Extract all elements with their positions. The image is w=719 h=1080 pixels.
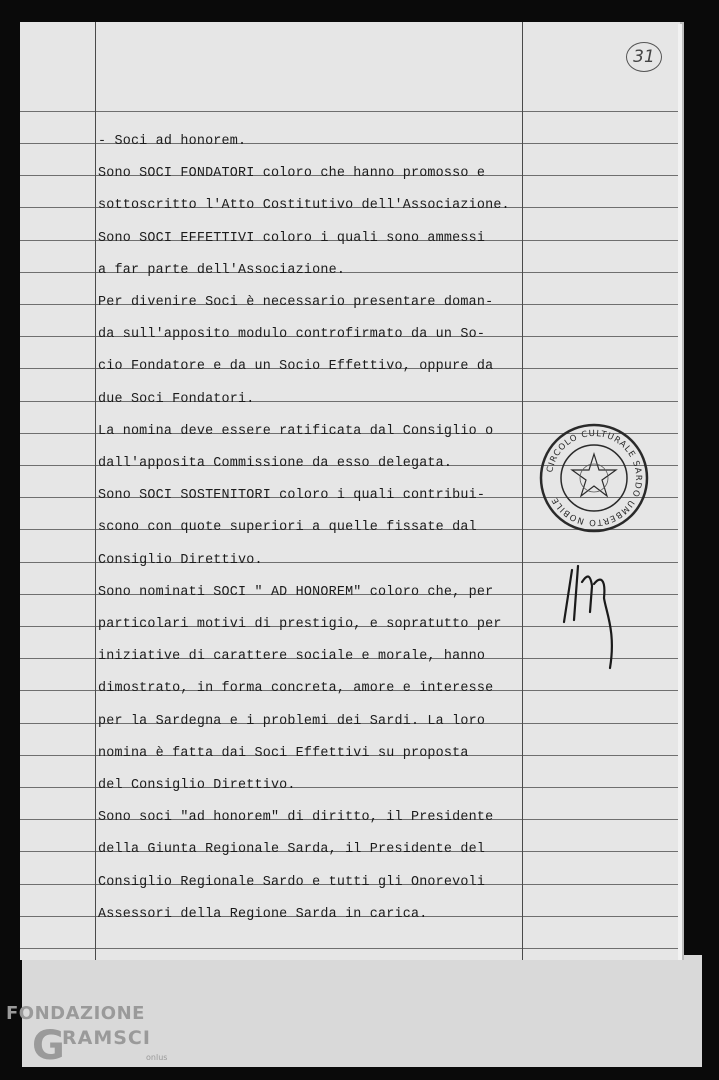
- text-line: per la Sardegna e i problemi dei Sardi. La loro: [98, 713, 486, 729]
- text-line: Consiglio Regionale Sardo e tutti gli Onorevoli: [98, 874, 486, 890]
- text-line: cio Fondatore e da un Socio Effettivo, oppure da: [98, 359, 494, 375]
- text-line: a far parte dell'Associazione.: [98, 262, 346, 278]
- ruled-line: [20, 111, 680, 112]
- document-page: [20, 22, 680, 960]
- watermark-onlus: onlus: [146, 1053, 168, 1062]
- text-line: iniziative di carattere sociale e morale, hanno: [98, 649, 486, 665]
- text-line: due Soci Fondatori.: [98, 391, 255, 407]
- text-line: Assessori della Regione Sarda in carica.: [98, 906, 428, 922]
- text-line: da sull'apposito modulo controfirmato da un So-: [98, 327, 486, 343]
- svg-text:CIRCOLO CULTURALE SARDO UMBERT: CIRCOLO CULTURALE SARDO UMBERTO NOBILE: [545, 428, 644, 528]
- text-line: sottoscritto l'Atto Costitutivo dell'Associazione.: [98, 198, 510, 214]
- circular-stamp-icon: [538, 422, 650, 534]
- text-line: dall'apposita Commissione da esso delegata.: [98, 456, 453, 471]
- left-margin-line: [95, 22, 96, 960]
- text-line: Per divenire Soci è necessario presentare doman-: [98, 295, 494, 310]
- text-line: Sono soci "ad honorem" di diritto, il Presidente: [98, 810, 494, 826]
- paper-edge: [678, 24, 682, 960]
- text-line: Sono SOCI FONDATORI coloro che hanno promosso e: [98, 166, 486, 182]
- text-line: del Consiglio Direttivo.: [98, 778, 296, 793]
- text-line: - Soci ad honorem.: [98, 134, 247, 149]
- ruled-line: [20, 948, 680, 949]
- text-line: La nomina deve essere ratificata dal Consiglio o: [98, 423, 494, 439]
- text-line: della Giunta Regionale Sarda, il Presidente del: [98, 842, 486, 858]
- text-line: Sono SOCI EFFETTIVI coloro i quali sono ammessi: [98, 230, 486, 246]
- svg-text:G: G: [32, 1023, 65, 1067]
- text-line: Sono SOCI SOSTENITORI coloro i quali contribui-: [98, 488, 486, 504]
- fondazione-gramsci-watermark: [6, 1003, 176, 1073]
- watermark-line2: RAMSCI: [62, 1027, 151, 1049]
- text-line: Sono nominati SOCI " AD HONOREM" coloro che, per: [98, 584, 494, 600]
- signature-icon: [560, 542, 630, 672]
- watermark-line1: FONDAZIONE: [6, 1003, 145, 1024]
- text-line: particolari motivi di prestigio, e sopratutto per: [98, 617, 502, 632]
- text-line: scono con quote superiori a quelle fissate dal: [98, 520, 477, 536]
- page-number: 31: [626, 42, 662, 72]
- right-margin-line: [522, 22, 523, 960]
- text-line: Consiglio Direttivo.: [98, 552, 263, 568]
- text-line: nomina è fatta dai Soci Effettivi su proposta: [98, 745, 469, 761]
- text-line: dimostrato, in forma concreta, amore e interesse: [98, 681, 494, 697]
